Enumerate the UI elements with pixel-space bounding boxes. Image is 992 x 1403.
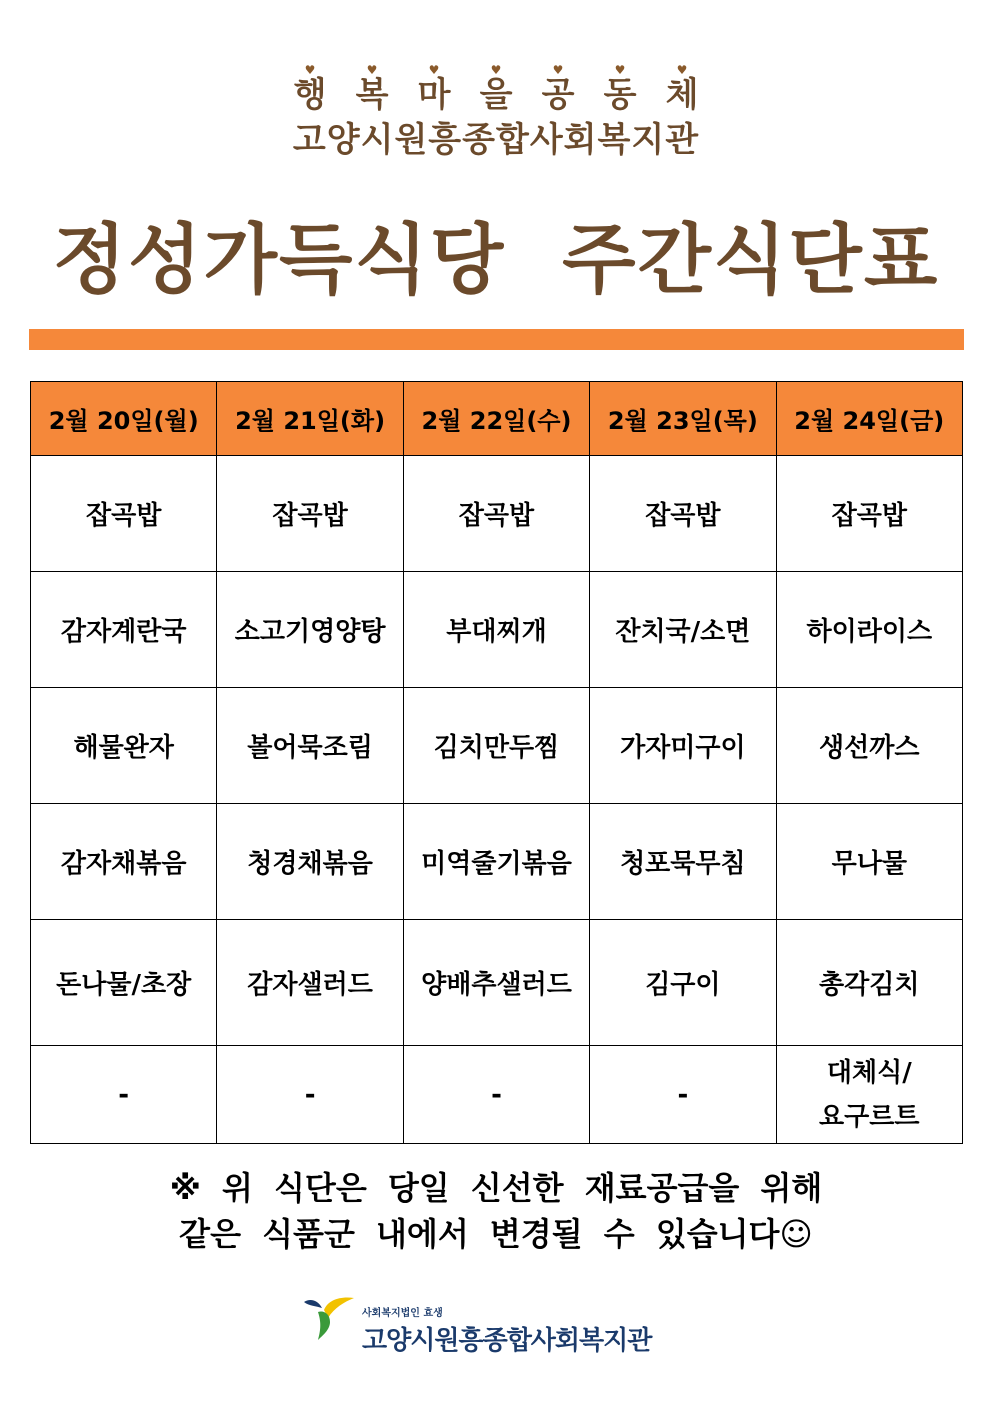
community-char: ♥ 을 xyxy=(465,70,527,120)
heart-icon: ♥ xyxy=(552,63,564,77)
logo-mark-icon xyxy=(300,1296,360,1346)
menu-cell: 하이라이스 xyxy=(776,572,962,688)
menu-cell: 잡곡밥 xyxy=(217,456,403,572)
menu-cell: 김구이 xyxy=(590,920,776,1046)
logo-name: 고양시원흥종합사회복지관 xyxy=(362,1326,652,1356)
menu-cell: 돈나물/초장 xyxy=(31,920,217,1046)
weekly-menu-table xyxy=(30,381,963,1144)
menu-cell: 총각김치 xyxy=(776,920,962,1046)
community-char: ♥ 동 xyxy=(589,70,651,120)
welfare-center-logo xyxy=(300,1296,700,1366)
menu-row-extra xyxy=(31,1046,963,1144)
menu-cell: 부대찌개 xyxy=(403,572,589,688)
menu-cell: 청포묵무침 xyxy=(590,804,776,920)
menu-cell: 해물완자 xyxy=(31,688,217,804)
menu-cell: - xyxy=(217,1046,403,1144)
day-header: 2월 24일(금) xyxy=(776,382,962,456)
menu-row-main xyxy=(31,688,963,804)
menu-cell: 무나물 xyxy=(776,804,962,920)
menu-cell: 잔치국/소면 xyxy=(590,572,776,688)
day-header: 2월 20일(월) xyxy=(31,382,217,456)
menu-cell: 김치만두찜 xyxy=(403,688,589,804)
heart-icon: ♥ xyxy=(304,63,316,77)
heart-icon: ♥ xyxy=(428,63,440,77)
menu-row-soup xyxy=(31,572,963,688)
menu-row-side2 xyxy=(31,920,963,1046)
menu-cell: 양배추샐러드 xyxy=(403,920,589,1046)
heart-icon: ♥ xyxy=(490,63,502,77)
notice-line-1: ※ 위 식단은 당일 신선한 재료공급을 위해 xyxy=(169,1169,823,1207)
center-name: 고양시원흥종합사회복지관 xyxy=(292,120,700,160)
heart-icon: ♥ xyxy=(614,63,626,77)
menu-row-side xyxy=(31,804,963,920)
day-header-row xyxy=(31,382,963,456)
community-char: ♥ 복 xyxy=(341,70,403,120)
menu-cell: 대체식/ 요구르트 xyxy=(776,1046,962,1144)
menu-cell: 생선까스 xyxy=(776,688,962,804)
menu-cell: 청경채볶음 xyxy=(217,804,403,920)
menu-cell: 감자샐러드 xyxy=(217,920,403,1046)
day-header: 2월 23일(목) xyxy=(590,382,776,456)
menu-cell: 잡곡밥 xyxy=(403,456,589,572)
community-name xyxy=(0,63,992,120)
community-char: ♥ 마 xyxy=(403,70,465,120)
page-title: 정성가득식당 주간식단표 xyxy=(52,215,940,304)
menu-cell: - xyxy=(31,1046,217,1144)
heart-icon: ♥ xyxy=(676,63,688,77)
menu-cell: 가자미구이 xyxy=(590,688,776,804)
logo-org: 사회복지법인 효생 xyxy=(362,1308,443,1319)
day-header: 2월 21일(화) xyxy=(217,382,403,456)
menu-cell: 감자계란국 xyxy=(31,572,217,688)
menu-cell: 잡곡밥 xyxy=(776,456,962,572)
menu-cell: 볼어묵조림 xyxy=(217,688,403,804)
community-char: ♥ 공 xyxy=(527,70,589,120)
accent-divider xyxy=(29,329,964,350)
community-char: ♥ 체 xyxy=(651,70,713,120)
community-char: ♥ 행 xyxy=(279,70,341,120)
menu-cell: - xyxy=(590,1046,776,1144)
menu-cell: 감자채볶음 xyxy=(31,804,217,920)
menu-cell: 소고기영양탕 xyxy=(217,572,403,688)
menu-cell: 잡곡밥 xyxy=(590,456,776,572)
menu-cell: - xyxy=(403,1046,589,1144)
day-header: 2월 22일(수) xyxy=(403,382,589,456)
menu-cell: 미역줄기볶음 xyxy=(403,804,589,920)
menu-cell: 잡곡밥 xyxy=(31,456,217,572)
heart-icon: ♥ xyxy=(366,63,378,77)
notice-line-2: 같은 식품군 내에서 변경될 수 있습니다☺ xyxy=(179,1215,813,1253)
menu-row-rice xyxy=(31,456,963,572)
